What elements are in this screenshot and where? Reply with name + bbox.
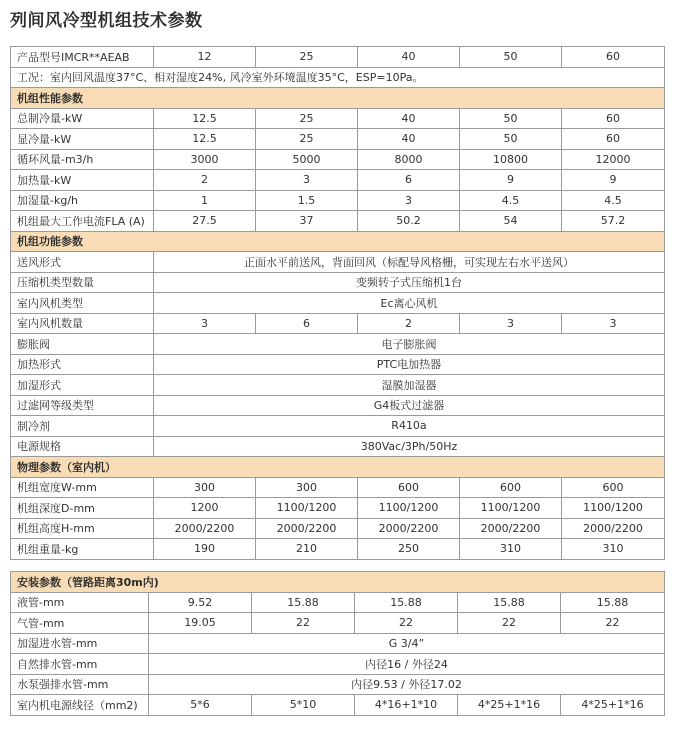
section-header bbox=[11, 88, 665, 109]
cell-value: 1 bbox=[154, 190, 256, 211]
row-label: 机组深度D-mm bbox=[11, 498, 154, 519]
cell-value: 1200 bbox=[154, 498, 256, 519]
table-row bbox=[11, 108, 665, 129]
cell-value: 9 bbox=[460, 170, 562, 191]
cell-value-merged: R410a bbox=[154, 416, 665, 437]
row-label: 加湿形式 bbox=[11, 375, 154, 396]
cell-value: 4.5 bbox=[562, 190, 665, 211]
cell-value: 3 bbox=[358, 190, 460, 211]
cell-value: 1100/1200 bbox=[562, 498, 665, 519]
cell-value: 3 bbox=[562, 313, 665, 334]
cell-value: 22 bbox=[355, 613, 458, 634]
table-row bbox=[11, 633, 665, 654]
cell-value: 300 bbox=[154, 477, 256, 498]
cell-value: 6 bbox=[256, 313, 358, 334]
row-label: 加湿进水管-mm bbox=[11, 633, 149, 654]
spec-table-main bbox=[10, 46, 665, 560]
cell-value: 300 bbox=[256, 477, 358, 498]
cell-value: 12000 bbox=[562, 149, 665, 170]
cell-value: 50.2 bbox=[358, 211, 460, 232]
cell-value: 250 bbox=[358, 539, 460, 560]
row-label: 机组宽度W-mm bbox=[11, 477, 154, 498]
cell-value: 25 bbox=[256, 129, 358, 150]
section-title: 安装参数（管路距离30m内) bbox=[11, 572, 665, 593]
cell-value: 310 bbox=[460, 539, 562, 560]
table-row bbox=[11, 518, 665, 539]
cell-value: 25 bbox=[256, 47, 358, 68]
table-row bbox=[11, 592, 665, 613]
cell-value-merged: G 3/4” bbox=[149, 633, 665, 654]
cell-value: 10800 bbox=[460, 149, 562, 170]
cell-value: 210 bbox=[256, 539, 358, 560]
cell-value: 50 bbox=[460, 108, 562, 129]
table-row bbox=[11, 375, 665, 396]
cell-value: 1100/1200 bbox=[256, 498, 358, 519]
cell-value: 8000 bbox=[358, 149, 460, 170]
cell-value: 1.5 bbox=[256, 190, 358, 211]
row-label: 室内风机类型 bbox=[11, 293, 154, 314]
cell-value: 5*6 bbox=[149, 695, 252, 716]
condition-row bbox=[11, 67, 665, 88]
cell-value: 15.88 bbox=[252, 592, 355, 613]
cell-value: 22 bbox=[458, 613, 561, 634]
row-label: 加湿量-kg/h bbox=[11, 190, 154, 211]
row-label: 送风形式 bbox=[11, 252, 154, 273]
section-title: 物理参数（室内机） bbox=[11, 457, 665, 478]
table-row bbox=[11, 170, 665, 191]
cell-value: 50 bbox=[460, 47, 562, 68]
table-row bbox=[11, 395, 665, 416]
cell-value-merged: 内径9.53 / 外径17.02 bbox=[149, 674, 665, 695]
cell-value: 12.5 bbox=[154, 108, 256, 129]
cell-value-merged: PTC电加热器 bbox=[154, 354, 665, 375]
row-label: 气管-mm bbox=[11, 613, 149, 634]
cell-value: 310 bbox=[562, 539, 665, 560]
cell-value: 3 bbox=[154, 313, 256, 334]
table-row bbox=[11, 498, 665, 519]
row-label: 加热形式 bbox=[11, 354, 154, 375]
cell-value: 600 bbox=[562, 477, 665, 498]
cell-value: 57.2 bbox=[562, 211, 665, 232]
row-label: 自然排水管-mm bbox=[11, 654, 149, 675]
table-row bbox=[11, 674, 665, 695]
cell-value: 4*16+1*10 bbox=[355, 695, 458, 716]
cell-value: 40 bbox=[358, 129, 460, 150]
cell-value: 4*25+1*16 bbox=[458, 695, 561, 716]
row-label: 过滤网等级类型 bbox=[11, 395, 154, 416]
row-label: 室内机电源线径（mm2) bbox=[11, 695, 149, 716]
cell-value-merged: 正面水平前送风，背面回风（标配导风格栅，可实现左右水平送风） bbox=[154, 252, 665, 273]
section-header bbox=[11, 231, 665, 252]
cell-value-merged: G4板式过滤器 bbox=[154, 395, 665, 416]
cell-value: 60 bbox=[562, 47, 665, 68]
table-row bbox=[11, 293, 665, 314]
table-row bbox=[11, 654, 665, 675]
cell-value: 5*10 bbox=[252, 695, 355, 716]
table-row bbox=[11, 47, 665, 68]
row-label: 显冷量-kW bbox=[11, 129, 154, 150]
cell-value-merged: 380Vac/3Ph/50Hz bbox=[154, 436, 665, 457]
cell-value: 2000/2200 bbox=[562, 518, 665, 539]
row-label: 水泵强排水管-mm bbox=[11, 674, 149, 695]
row-label: 压缩机类型数量 bbox=[11, 272, 154, 293]
row-label: 机组最大工作电流FLA (A) bbox=[11, 211, 154, 232]
cell-value: 600 bbox=[358, 477, 460, 498]
cell-value: 40 bbox=[358, 47, 460, 68]
cell-value: 15.88 bbox=[458, 592, 561, 613]
section-header bbox=[11, 457, 665, 478]
cell-value: 60 bbox=[562, 108, 665, 129]
table-row bbox=[11, 129, 665, 150]
cell-value: 3 bbox=[460, 313, 562, 334]
cell-value: 1100/1200 bbox=[460, 498, 562, 519]
section-title: 机组功能参数 bbox=[11, 231, 665, 252]
page-title: 列间风冷型机组技术参数 bbox=[10, 11, 203, 31]
cell-value: 2000/2200 bbox=[256, 518, 358, 539]
table-row bbox=[11, 149, 665, 170]
cell-value: 4*25+1*16 bbox=[561, 695, 665, 716]
cell-value: 22 bbox=[252, 613, 355, 634]
cell-value: 37 bbox=[256, 211, 358, 232]
cell-value-merged: 电子膨胀阀 bbox=[154, 334, 665, 355]
cell-value: 2000/2200 bbox=[460, 518, 562, 539]
condition-note: 工况：室内回风温度37°C、相对湿度24%, 风冷室外环境温度35°C，ESP=10Pa。 bbox=[11, 67, 665, 88]
row-label: 机组重量-kg bbox=[11, 539, 154, 560]
cell-value-merged: 变频转子式压缩机1台 bbox=[154, 272, 665, 293]
row-label: 液管-mm bbox=[11, 592, 149, 613]
table-row bbox=[11, 477, 665, 498]
row-label: 总制冷量-kW bbox=[11, 108, 154, 129]
row-label: 产品型号IMCR**AEAB bbox=[11, 47, 154, 68]
table-row bbox=[11, 252, 665, 273]
cell-value: 190 bbox=[154, 539, 256, 560]
cell-value: 60 bbox=[562, 129, 665, 150]
row-label: 室内风机数量 bbox=[11, 313, 154, 334]
table-row bbox=[11, 211, 665, 232]
section-header bbox=[11, 572, 665, 593]
row-label: 制冷剂 bbox=[11, 416, 154, 437]
cell-value: 19.05 bbox=[149, 613, 252, 634]
cell-value: 2000/2200 bbox=[358, 518, 460, 539]
section-title: 机组性能参数 bbox=[11, 88, 665, 109]
row-label: 循环风量-m3/h bbox=[11, 149, 154, 170]
cell-value: 15.88 bbox=[355, 592, 458, 613]
cell-value: 27.5 bbox=[154, 211, 256, 232]
table-row bbox=[11, 334, 665, 355]
cell-value: 50 bbox=[460, 129, 562, 150]
table-row bbox=[11, 272, 665, 293]
row-label: 电源规格 bbox=[11, 436, 154, 457]
table-row bbox=[11, 354, 665, 375]
cell-value: 6 bbox=[358, 170, 460, 191]
table-row bbox=[11, 190, 665, 211]
cell-value: 12.5 bbox=[154, 129, 256, 150]
table-row bbox=[11, 436, 665, 457]
cell-value: 2 bbox=[154, 170, 256, 191]
cell-value: 54 bbox=[460, 211, 562, 232]
cell-value: 2000/2200 bbox=[154, 518, 256, 539]
cell-value: 15.88 bbox=[561, 592, 665, 613]
cell-value: 40 bbox=[358, 108, 460, 129]
table-row bbox=[11, 539, 665, 560]
cell-value: 12 bbox=[154, 47, 256, 68]
cell-value: 22 bbox=[561, 613, 665, 634]
table-row bbox=[11, 416, 665, 437]
cell-value-merged: Ec离心风机 bbox=[154, 293, 665, 314]
cell-value: 9.52 bbox=[149, 592, 252, 613]
cell-value: 3000 bbox=[154, 149, 256, 170]
row-label: 机组高度H-mm bbox=[11, 518, 154, 539]
cell-value: 1100/1200 bbox=[358, 498, 460, 519]
spec-table-installation bbox=[10, 571, 665, 716]
row-label: 加热量-kW bbox=[11, 170, 154, 191]
cell-value: 4.5 bbox=[460, 190, 562, 211]
row-label: 膨胀阀 bbox=[11, 334, 154, 355]
table-row bbox=[11, 613, 665, 634]
table-row bbox=[11, 695, 665, 716]
cell-value: 600 bbox=[460, 477, 562, 498]
cell-value-merged: 内径16 / 外径24 bbox=[149, 654, 665, 675]
cell-value-merged: 湿膜加湿器 bbox=[154, 375, 665, 396]
cell-value: 5000 bbox=[256, 149, 358, 170]
cell-value: 2 bbox=[358, 313, 460, 334]
table-row bbox=[11, 313, 665, 334]
cell-value: 3 bbox=[256, 170, 358, 191]
cell-value: 9 bbox=[562, 170, 665, 191]
cell-value: 25 bbox=[256, 108, 358, 129]
